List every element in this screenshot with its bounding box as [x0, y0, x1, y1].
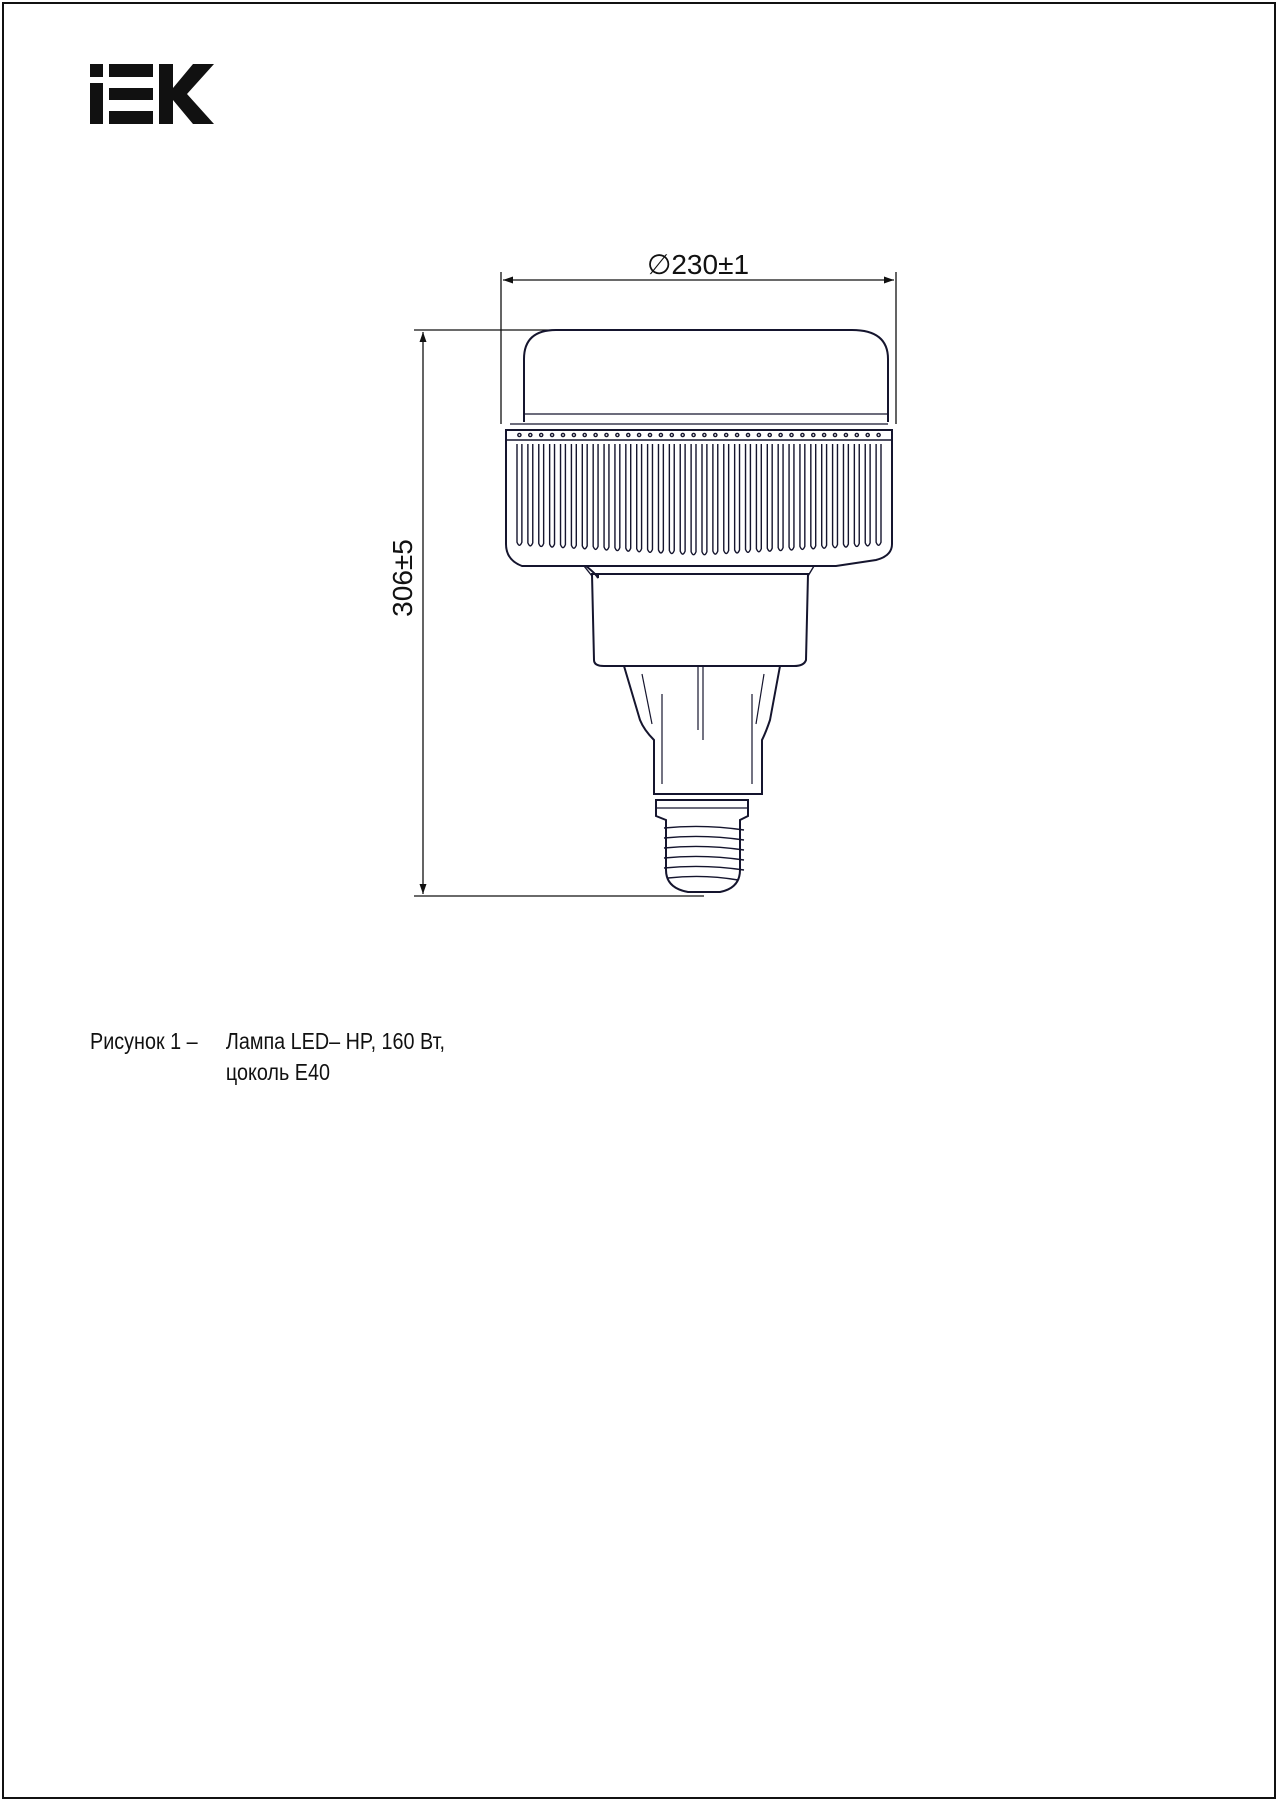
radiator-vent-dot — [561, 433, 564, 436]
radiator-fin — [713, 444, 718, 554]
radiator-vent-dot — [790, 433, 793, 436]
radiator-vent-dot — [833, 433, 836, 436]
radiator-vent-dot — [670, 433, 673, 436]
radiator-fin — [865, 444, 870, 546]
screw-threads — [664, 826, 744, 880]
radiator-fin — [724, 444, 729, 554]
radiator-vent-dot — [877, 433, 880, 436]
radiator-fin — [800, 444, 805, 549]
lamp-body — [506, 330, 892, 892]
diameter-label: ∅230±1 — [646, 249, 750, 280]
radiator-fin — [637, 444, 642, 552]
radiator-fin — [648, 444, 653, 552]
radiator-vent-dot — [714, 433, 717, 436]
radiator-fin — [658, 444, 663, 553]
radiator-vent-dot — [551, 433, 554, 436]
radiator-vent-dot — [768, 433, 771, 436]
caption-line-1: Лампа LED– HP, 160 Вт, — [225, 1028, 445, 1054]
radiator-fin — [582, 444, 587, 549]
radiator-vent-dot — [757, 433, 760, 436]
radiator-vent-dot — [648, 433, 651, 436]
radiator-vent-dot — [627, 433, 630, 436]
figure-caption — [90, 1026, 445, 1088]
caption-line-2: цоколь E40 — [225, 1059, 330, 1085]
radiator-vent-dot — [540, 433, 543, 436]
radiator-vent-dot — [746, 433, 749, 436]
radiator-vent-dot — [616, 433, 619, 436]
radiator-fin — [539, 444, 544, 546]
radiator-fin — [680, 444, 685, 554]
radiator-fin — [528, 444, 533, 546]
radiator-fin — [691, 444, 696, 555]
radiator-fin — [593, 444, 598, 549]
radiator-fin — [604, 444, 609, 550]
radiator-vent-dot — [659, 433, 662, 436]
radiator-fin — [833, 444, 838, 548]
radiator-vent-dot — [844, 433, 847, 436]
radiator-vent-dot — [736, 433, 739, 436]
radiator-vent-dot — [594, 433, 597, 436]
radiator-fin — [669, 444, 674, 554]
radiator-vent-dot — [779, 433, 782, 436]
lamp-driver-housing — [592, 574, 808, 666]
radiator-vent-dot — [812, 433, 815, 436]
radiator-vent-dot — [638, 433, 641, 436]
radiator-fin — [615, 444, 620, 551]
radiator-fin — [778, 444, 783, 551]
lamp-technical-drawing — [4, 4, 1278, 1801]
radiator-fin — [702, 444, 707, 555]
radiator-vent-dot — [572, 433, 575, 436]
radiator-fin — [822, 444, 827, 548]
radiator-fin — [789, 444, 794, 550]
radiator-vent-dot — [605, 433, 608, 436]
radiator-vent-dot — [866, 433, 869, 436]
radiator-vent-dot — [583, 433, 586, 436]
diameter-dimension — [501, 249, 896, 424]
lamp-collar — [624, 666, 780, 794]
radiator-vent-dot — [801, 433, 804, 436]
radiator-fin — [746, 444, 751, 552]
caption-label: Рисунок 1 – — [90, 1028, 198, 1054]
height-label: 306±5 — [387, 539, 418, 617]
radiator-fin — [756, 444, 761, 552]
radiator-fin — [626, 444, 631, 551]
radiator-fin — [550, 444, 555, 547]
radiator-fin — [854, 444, 859, 546]
lamp-diffuser — [524, 330, 888, 422]
radiator-fin — [876, 444, 881, 545]
radiator-vent-dot — [855, 433, 858, 436]
radiator-vent-dot — [703, 433, 706, 436]
radiator-fin — [735, 444, 740, 553]
radiator-vent-dot — [529, 433, 532, 436]
lamp-radiator — [506, 430, 892, 566]
radiator-vent-dot — [823, 433, 826, 436]
radiator-vent-dot — [725, 433, 728, 436]
radiator-fin — [811, 444, 816, 549]
radiator-fin — [517, 444, 522, 545]
drawing-sheet — [2, 2, 1276, 1799]
radiator-vent-dot — [681, 433, 684, 436]
radiator-fins — [517, 433, 881, 554]
radiator-vent-dot — [518, 433, 521, 436]
radiator-fin — [767, 444, 772, 551]
radiator-fin — [571, 444, 576, 548]
radiator-fin — [561, 444, 566, 548]
radiator-vent-dot — [692, 433, 695, 436]
radiator-fin — [843, 444, 848, 547]
